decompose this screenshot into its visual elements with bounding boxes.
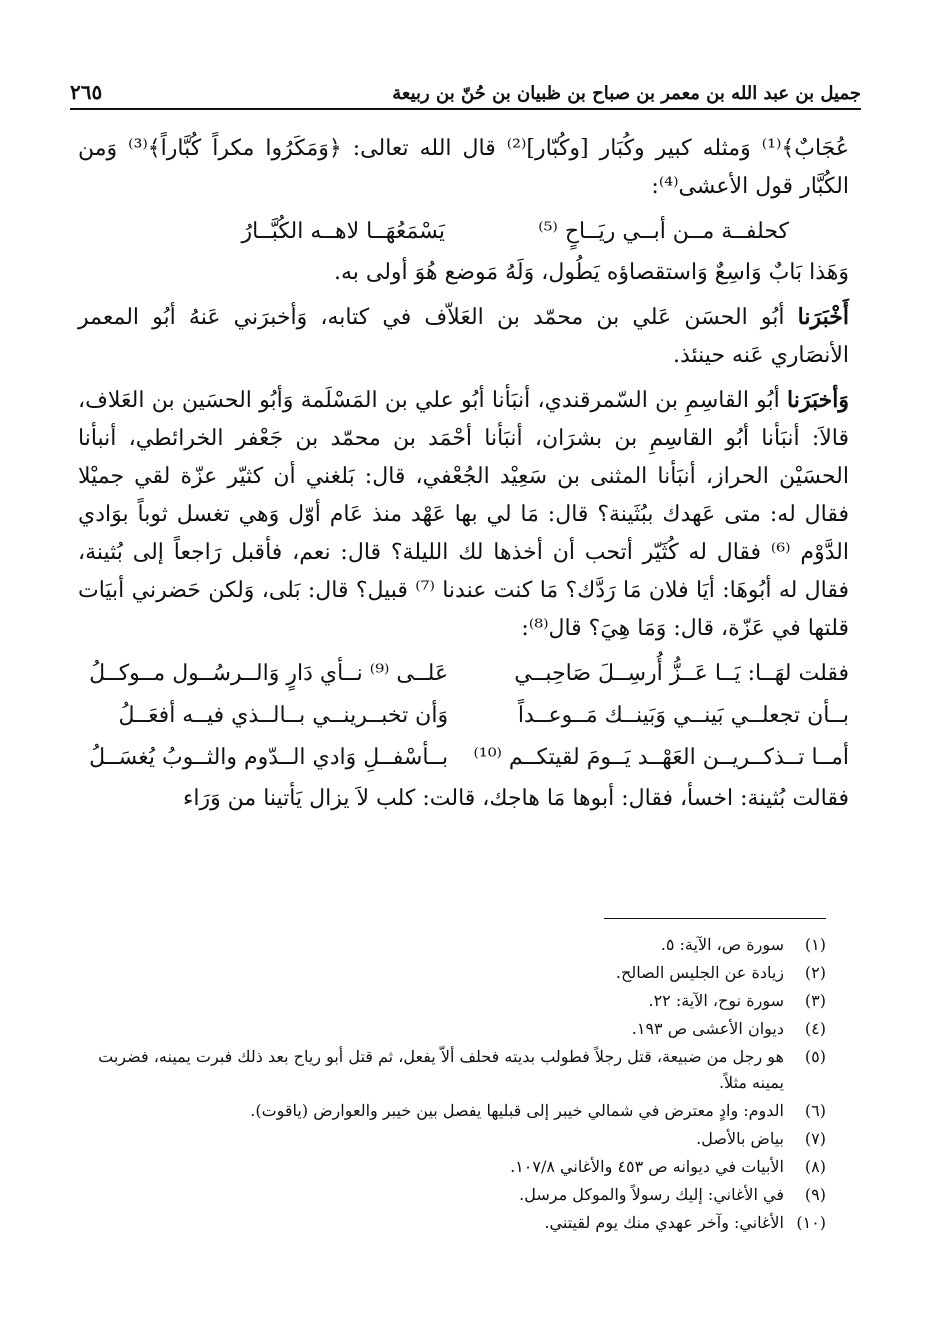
- footnote: [78, 1098, 826, 1124]
- poem-verse: [78, 654, 849, 694]
- footnote-text: الأبيات في ديوانه ص ٤٥٣ والأغاني ١٠٧/٨.: [510, 1157, 784, 1176]
- footnote: [78, 1154, 826, 1180]
- footnote-number: (٥): [804, 1047, 826, 1066]
- verse-first-hemistich: بــأن تجعلــي بَينــي وَبَينــك مَــوعــداً: [517, 703, 849, 728]
- verse-first-hemistich: كحلفــة مــن أبــي ريَــاحٍ ⁽⁵⁾: [538, 219, 789, 244]
- footnote-divider: [604, 918, 826, 919]
- footnote: [78, 932, 826, 958]
- verse-first-hemistich: فقلت لهَــا: يَــا عَــزُّ أُرسِــلَ صَاحِبــي: [514, 661, 849, 686]
- page-header: [70, 70, 861, 110]
- lead-word: وَأخبَرَنا: [787, 387, 849, 413]
- paragraph: فقالت بُثينة: اخسأ، فقال: أبوها مَا هاجك، قالت: كلب لاَ يزال يَأتينا من وَرَاء: [182, 786, 849, 811]
- footnote-text: هو رجل من ضبيعة، قتل رجلاً فطولب بديته فحلف ألاّ يفعل، ثم قتل أبو رياح بعد ذلك فبرت يمينه، فضربت يمينه مثلاً.: [98, 1047, 784, 1092]
- footnotes: [78, 932, 826, 1238]
- paragraph-text: أبُو الحسَن عَلي بن محمّد بن العَلاّف في كتابه، وَأخبرَني عَنهُ أبُو المعمر الأنصَاري عَنه حينئذ.: [78, 305, 849, 368]
- footnote-number: (٣): [804, 991, 826, 1010]
- footnote-number: (٢): [804, 963, 826, 982]
- footnote-text: ديوان الأعشى ص ١٩٣.: [631, 1019, 784, 1038]
- main-text: [78, 130, 849, 824]
- verse-first-hemistich: أمــا تــذكــريــن العَهْــد يَــومَ لقيتكــم ⁽¹⁰⁾: [473, 745, 849, 770]
- page-number: ٢٦٥: [70, 80, 103, 104]
- paragraph-text: أبُو القاسِمِ بن السّمرقندي، أنبَأنا أبُو علي بن المَسْلَمة وَأبُو الحسَين بن العَلاف، قالاَ: أنبَأنا أبُو القاسِمِ بن بشرَان، أنبَأنا أحْمَد بن محمّد بن جَعْفر الخرائطي، أنبأنا الحسَيْن الحراز، أنبَأنا المثنى بن سَعِيْد الجُعْفي، قال: بَلغني أن كثيّر عزّة لقي جميْلا فقال له: متى عَهدك ببُثَينة؟ قال: مَا لي بها عَهْد منذ عَام أوّل وَهي تغسل ثوباً بوَادي الدَّوْم ⁽⁶⁾ فقال له كُثَيّر أتحب أن أخذها لك الليلة؟ قال: نعم، فأقبل رَاجعاً إلى بُثينة، فقال له أبُوهَا: أيَا فلان مَا رَدَّك؟ مَا كنت عندنا ⁽⁷⁾ قبيل؟ قال: بَلى، وَلكن حَضرني أبيَات قلتها في عَزّة، قال: وَمَا هِيَ؟ قال⁽⁸⁾:: [78, 388, 849, 641]
- footnote-text: سورة ص، الآية: ٥.: [660, 935, 784, 954]
- verse-second-hemistich: يَسْمَعُهَــا لاهــه الكُبَّــارُ: [241, 219, 445, 244]
- footnote-number: (٦): [804, 1101, 826, 1120]
- verse-second-hemistich: بــأسْفــلِ وَادي الــدّوم والثــوبُ يُغسَــلُ: [89, 745, 449, 770]
- footnote-number: (٨): [804, 1157, 826, 1176]
- lead-word: أَخْبَرَنا: [797, 304, 849, 330]
- paragraph: عُجَابٌ﴾⁽¹⁾ وَمثله كبير وكُبَار [وكُبّار]⁽²⁾ قال الله تعالى: ﴿وَمَكَرُوا مكراً كُبَّاراً﴾⁽³⁾ وَمن الكُبَّار قول الأعشى⁽⁴⁾:: [78, 136, 849, 199]
- footnote-number: (٩): [804, 1185, 826, 1204]
- footnote: [78, 1044, 826, 1096]
- footnote: [78, 960, 826, 986]
- footnote-text: سورة نوح، الآية: ٢٢.: [648, 991, 784, 1010]
- paragraph: [78, 381, 849, 648]
- footnote-text: في الأغاني: إليك رسولاً والموكل مرسل.: [519, 1185, 784, 1204]
- footnote: [78, 1210, 826, 1236]
- poem-verse: [78, 212, 849, 252]
- poem-verse: [78, 738, 849, 778]
- paragraph: [78, 298, 849, 375]
- footnote-text: زيادة عن الجليس الصالح.: [615, 963, 784, 982]
- footnote-text: بياض بالأصل.: [696, 1129, 784, 1148]
- footnote: [78, 988, 826, 1014]
- footnote: [78, 1126, 826, 1152]
- footnote-number: (١): [804, 935, 826, 954]
- footnote-number: (٤): [804, 1019, 826, 1038]
- verse-second-hemistich: عَلــى ⁽⁹⁾ نــأي دَارٍ وَالــرسُــول مــوكــلُ: [89, 661, 449, 686]
- footnote: [78, 1182, 826, 1208]
- footnote-number: (٧): [804, 1129, 826, 1148]
- paragraph: وَهَذا بَابٌ وَاسِعٌ وَاستقصاؤه يَطُول، وَلَهُ مَوضع هُوَ أولى به.: [333, 260, 849, 285]
- footnote: [78, 1016, 826, 1042]
- footnote-number: (١٠): [796, 1213, 826, 1232]
- footnote-text: الدوم: وادٍ معترض في شمالي خيبر إلى قبليها يفصل بين خيبر والعوارض (ياقوت).: [250, 1101, 784, 1120]
- running-title: جميل بن عبد الله بن معمر بن صباح بن ظبيان بن حُنّ بن ربيعة: [392, 83, 861, 104]
- poem-verse: [78, 696, 849, 736]
- footnote-text: الأغاني: وآخر عهدي منك يوم لقيتني.: [544, 1213, 784, 1232]
- verse-second-hemistich: وَأن تخبــرينــي بــالــذي فيــه أفعَــلُ: [118, 703, 449, 728]
